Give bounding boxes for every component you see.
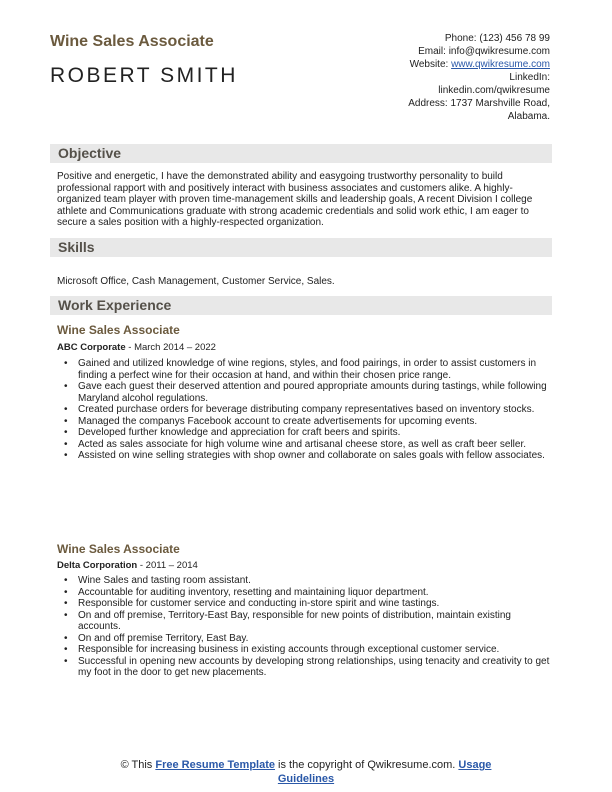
contact-linkedin-value: linkedin.com/qwikresume xyxy=(438,85,550,96)
bullet-text: Successful in opening new accounts by developing strong relationships, using tenacity and creativity to get my foot in the door to get new placements. xyxy=(78,655,550,678)
free-resume-template-link[interactable]: Free Resume Template xyxy=(155,759,275,771)
contact-website xyxy=(320,58,550,71)
bullet-text: Created purchase orders for beverage distributing company representatives based on inventory stocks. xyxy=(78,404,535,415)
guidelines-link[interactable]: Guidelines xyxy=(277,773,335,785)
bullet-text: Developed further knowledge and appreciation for craft beers and spirits. xyxy=(78,427,401,438)
skills-text: Microsoft Office, Cash Management, Customer Service, Sales. xyxy=(57,276,335,287)
contact-block xyxy=(320,32,550,123)
bullet-text: Assisted on wine selling strategies with shop owner and collaborate on sales goals with fellow associates. xyxy=(78,450,545,461)
job-1-dates: - March 2014 – 2022 xyxy=(125,342,216,353)
bullet-icon: • xyxy=(64,609,68,621)
list-item xyxy=(57,439,553,451)
address-line1: 1737 Marshville Road, xyxy=(450,98,550,109)
skills-heading: Skills xyxy=(58,239,95,255)
list-item xyxy=(57,404,553,416)
job-2-company: Delta Corporation xyxy=(57,560,138,571)
objective-text: Positive and energetic, I have the demonstrated ability and easygoing trustworthy personality to build professional rapport with and positively interact with business associates and customers alike. A highly-organized team player with proven time-management skills and leadership goals, A recent Division I college athlete and Communications graduate with strong academic credentials and solid work ethic, I am eager to secure a sales position with a highly-respected organization. xyxy=(57,171,533,228)
bullet-icon: • xyxy=(64,415,68,427)
list-item xyxy=(57,587,553,599)
job-1-company: ABC Corporate xyxy=(57,342,126,353)
contact-address-line2: Alabama. xyxy=(507,111,550,122)
contact-address xyxy=(320,97,550,110)
contact-email xyxy=(320,45,550,58)
website-label: Website: xyxy=(409,59,449,70)
list-item xyxy=(57,381,553,404)
bullet-text: Responsible for increasing business in existing accounts through exceptional customer service. xyxy=(78,644,500,655)
list-item xyxy=(57,427,553,439)
list-item xyxy=(57,633,553,645)
footer-prefix: © This xyxy=(120,759,156,771)
job-2-dates: - 2011 – 2014 xyxy=(137,560,198,571)
bullet-text: On and off premise, Territory-East Bay, responsible for new points of distribution, maintain existing accounts. xyxy=(78,609,511,632)
list-item xyxy=(57,358,553,381)
list-item xyxy=(57,416,553,428)
bullet-text: Responsible for customer service and conducting in-store spirit and wine tastings. xyxy=(78,598,440,609)
contact-phone xyxy=(320,32,550,45)
bullet-icon: • xyxy=(64,427,68,438)
footer-middle: is the copyright of Qwikresume.com. xyxy=(275,759,459,771)
candidate-name: ROBERT SMITH xyxy=(50,64,238,87)
bullet-text: On and off premise Territory, East Bay. xyxy=(78,632,249,644)
website-link[interactable]: www.qwikresume.com xyxy=(451,59,550,70)
experience-heading: Work Experience xyxy=(58,297,172,313)
email-label: Email: xyxy=(418,46,446,57)
bullet-icon: • xyxy=(64,586,68,598)
bullet-icon: • xyxy=(64,450,68,461)
bullet-text: Gave each guest their deserved attention and poured appropriate amounts during tastings, while following Maryland alcohol regulations. xyxy=(78,381,547,404)
bullet-icon: • xyxy=(64,655,68,667)
list-item xyxy=(57,644,553,656)
list-item xyxy=(57,598,553,610)
bullet-icon: • xyxy=(64,438,68,450)
bullet-icon: • xyxy=(64,381,68,392)
bullet-text: Managed the companys Facebook account to create advertisements for upcoming events. xyxy=(78,415,478,427)
email-value: info@qwikresume.com xyxy=(448,46,550,57)
experience-section-header xyxy=(50,296,552,315)
bullet-icon: • xyxy=(64,404,68,415)
job-1-role: Wine Sales Associate xyxy=(57,323,180,337)
bullet-text: Gained and utilized knowledge of wine regions, styles, and food pairings, in order to assist customers in finding a perfect wine for their occasion at hand, and within their chosen price range. xyxy=(78,358,537,381)
bullet-icon: • xyxy=(64,598,68,609)
job-2-role: Wine Sales Associate xyxy=(57,542,180,556)
bullet-icon: • xyxy=(64,575,68,586)
job-2-bullets xyxy=(57,575,553,679)
list-item xyxy=(57,450,553,462)
bullet-icon: • xyxy=(64,644,68,655)
list-item xyxy=(57,575,553,587)
contact-linkedin-label: LinkedIn: xyxy=(509,72,550,83)
job-1-company-line xyxy=(57,342,216,353)
phone-value: (123) 456 78 99 xyxy=(479,33,550,44)
address-label: Address: xyxy=(408,98,448,109)
bullet-icon: • xyxy=(64,632,68,644)
phone-label: Phone: xyxy=(444,33,477,44)
bullet-text: Wine Sales and tasting room assistant. xyxy=(78,575,251,586)
job-1-bullets xyxy=(57,358,553,462)
job-2-company-line xyxy=(57,560,198,571)
skills-section-header xyxy=(50,238,552,257)
list-item xyxy=(57,610,553,633)
footer xyxy=(0,758,612,786)
objective-heading: Objective xyxy=(58,145,122,161)
bullet-text: Accountable for auditing inventory, resetting and maintaining liquor department. xyxy=(78,586,429,598)
header-job-title: Wine Sales Associate xyxy=(50,33,214,50)
objective-section-header xyxy=(50,144,552,163)
bullet-text: Acted as sales associate for high volume wine and artisanal cheese store, as well as craft beer seller. xyxy=(78,438,527,450)
usage-link[interactable]: Usage xyxy=(458,759,492,771)
bullet-icon: • xyxy=(64,358,68,369)
list-item xyxy=(57,656,553,679)
